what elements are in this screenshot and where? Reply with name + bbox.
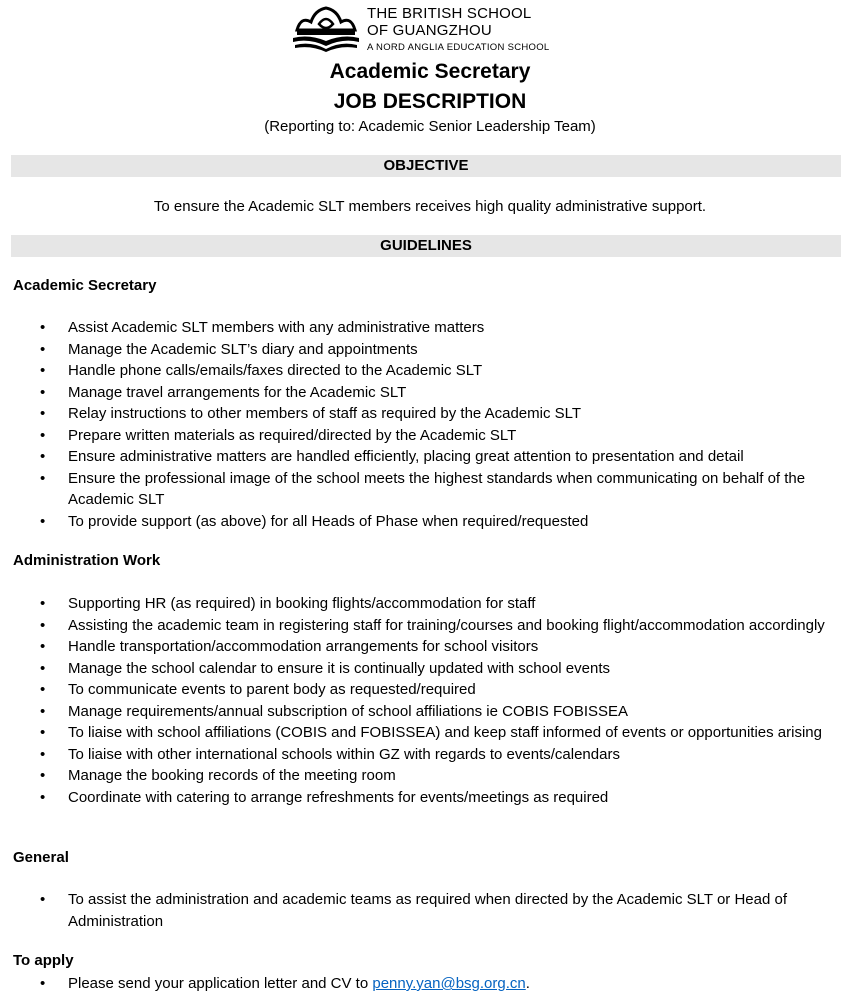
list-item: • Ensure administrative matters are handled efficiently, placing great attention to presentation and detail (0, 446, 850, 468)
page-title: Academic Secretary (329, 60, 531, 83)
list-item (0, 973, 850, 995)
reporting-line: (Reporting to: Academic Senior Leadership Team) (264, 118, 596, 135)
list-item: • Manage travel arrangements for the Academic SLT (0, 382, 850, 404)
to-apply-list (0, 973, 850, 995)
list-item: • Prepare written materials as required/directed by the Academic SLT (0, 425, 850, 447)
objective-text: To ensure the Academic SLT members receives high quality administrative support. (153, 198, 707, 215)
list-item: • To communicate events to parent body as requested/required (0, 679, 850, 701)
list-item: • To liaise with other international schools within GZ with regards to events/calendars (0, 744, 850, 766)
apply-text-end: . (525, 975, 530, 992)
school-logo (289, 4, 589, 54)
to-apply-heading: To apply (13, 952, 74, 969)
list-item: • Coordinate with catering to arrange refreshments for events/meetings as required (0, 787, 850, 809)
list-item: • Handle phone calls/emails/faxes directed to the Academic SLT (0, 360, 850, 382)
list-item: • To provide support (as above) for all Heads of Phase when required/requested (0, 511, 850, 533)
list-item: • Manage the booking records of the meeting room (0, 765, 850, 787)
list-item: • Manage the school calendar to ensure it is continually updated with school events (0, 658, 850, 680)
email-link[interactable]: penny.yan@bsg.org.cn (372, 975, 526, 992)
list-item: • To liaise with school affiliations (COBIS and FOBISSEA) and keep staff informed of events or opportunities arising (0, 722, 850, 744)
guidelines-heading: GUIDELINES (11, 235, 841, 257)
administration-work-list (0, 593, 850, 808)
list-item: • Assist Academic SLT members with any administrative matters (0, 317, 850, 339)
school-tagline: A NORD ANGLIA EDUCATION SCHOOL (367, 42, 550, 53)
list-item: • Ensure the professional image of the school meets the highest standards when communicating on behalf of the Academic SLT (0, 468, 850, 511)
objective-heading: OBJECTIVE (11, 155, 841, 177)
job-description-title: JOB DESCRIPTION (333, 90, 527, 113)
administration-work-heading: Administration Work (13, 552, 161, 569)
list-item: • Handle transportation/accommodation arrangements for school visitors (0, 636, 850, 658)
school-name-line1: THE BRITISH SCHOOL (367, 5, 532, 22)
academic-secretary-heading: Academic Secretary (13, 277, 157, 294)
list-item: • Manage the Academic SLT’s diary and appointments (0, 339, 850, 361)
list-item: • To assist the administration and academic teams as required when directed by the Academic SLT or Head of Administration (0, 889, 850, 932)
list-item: • Manage requirements/annual subscription of school affiliations ie COBIS FOBISSEA (0, 701, 850, 723)
general-list (0, 889, 850, 932)
academic-secretary-list (0, 317, 850, 532)
general-heading: General (13, 849, 69, 866)
list-item: • Relay instructions to other members of staff as required by the Academic SLT (0, 403, 850, 425)
school-name-line2: OF GUANGZHOU (367, 22, 492, 39)
apply-text: Please send your application letter and CV to (68, 975, 373, 992)
list-item: • Supporting HR (as required) in booking flights/accommodation for staff (0, 593, 850, 615)
crown-book-icon (289, 4, 363, 52)
list-item: • Assisting the academic team in registering staff for training/courses and booking flight/accommodation accordingly (0, 615, 850, 637)
